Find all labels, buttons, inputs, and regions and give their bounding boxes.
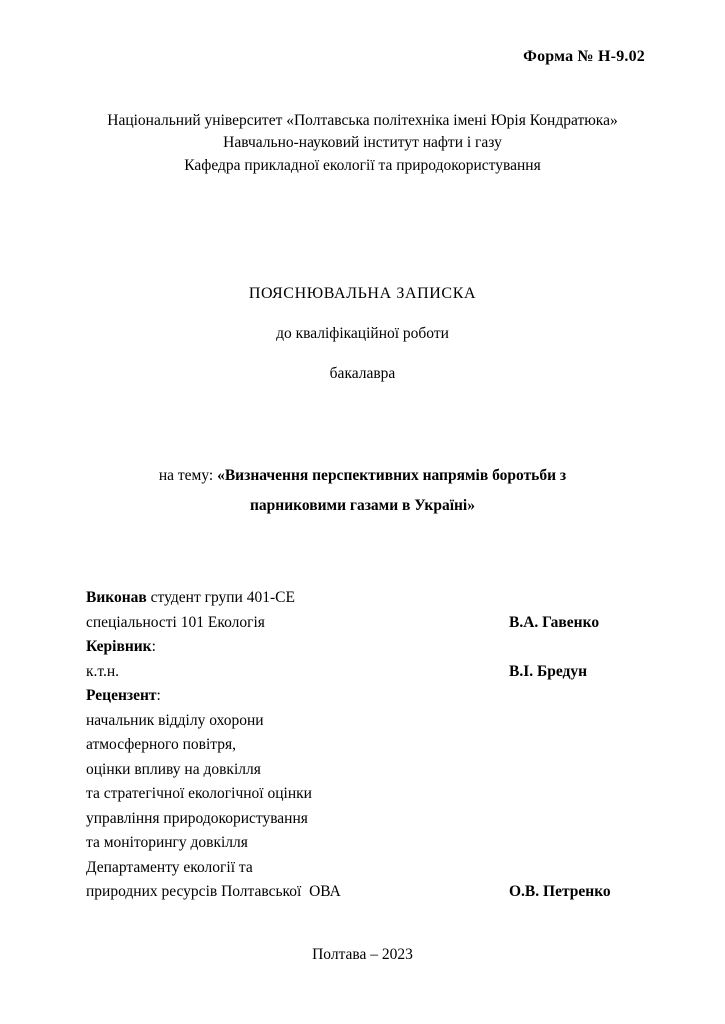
list-item: [86, 782, 659, 806]
list-item: [86, 856, 659, 880]
person-role-rest: атмосферного повітря,: [86, 736, 236, 754]
person-role-bold: Рецензент: [86, 687, 157, 705]
person-role-rest: та моніторингу довкілля: [86, 834, 248, 852]
person-name: В.А. Гавенко: [509, 613, 600, 631]
list-item: [86, 758, 659, 782]
person-role-bold: Виконав: [86, 589, 147, 607]
theme-text-line-1: «Визначення перспективних напрямів боротьби з: [217, 467, 567, 485]
list-item: [86, 733, 659, 757]
list-item: [86, 660, 659, 684]
person-role: [86, 611, 265, 635]
organization-line-department: Кафедра прикладної екології та природокористування: [184, 156, 541, 174]
theme-prefix: на тему:: [158, 467, 218, 485]
person-role: [86, 709, 264, 733]
document-title: ПОЯСНЮВАЛЬНА ЗАПИСКА: [248, 285, 477, 303]
person-role: [86, 586, 295, 610]
list-item: [86, 611, 659, 635]
person-role-rest: к.т.н.: [86, 662, 120, 680]
person-role: [86, 684, 161, 708]
list-item: [86, 880, 659, 904]
person-role: [86, 782, 312, 806]
list-item: [86, 586, 659, 610]
theme-block: [66, 461, 659, 520]
person-role: [86, 831, 248, 855]
person-role-rest: управління природокористування: [86, 809, 308, 827]
person-role: [86, 807, 308, 831]
person-role-rest: Департаменту екології та: [86, 858, 253, 876]
organization-block: [66, 110, 659, 177]
list-item: [86, 831, 659, 855]
person-role-rest: та стратегічної екологічної оцінки: [86, 785, 312, 803]
document-subtitle-work: до кваліфікаційної роботи: [276, 325, 449, 343]
person-role-rest: оцінки впливу на довкілля: [86, 760, 261, 778]
list-item: [86, 807, 659, 831]
person-name: В.І. Бредун: [509, 662, 588, 680]
list-item: [86, 709, 659, 733]
person-role-bold: Керівник: [86, 638, 152, 656]
list-item: [86, 684, 659, 708]
document-subtitle-degree: бакалавра: [329, 365, 396, 383]
footer-city-year: Полтава – 2023: [312, 946, 413, 963]
person-role-rest: спеціальності 101 Екологія: [86, 613, 265, 631]
theme-line-first: [66, 461, 659, 490]
theme-text-line-2: парниковими газами в Україні»: [250, 496, 475, 514]
person-role: [86, 733, 236, 757]
person-role-rest: студент групи 401-СЕ: [146, 589, 295, 607]
organization-line-institute: Навчально-науковий інститут нафти і газу: [223, 134, 502, 152]
person-name: О.В. Петренко: [509, 883, 611, 901]
person-role: [86, 660, 119, 684]
person-role-rest: начальник відділу охорони: [86, 711, 264, 729]
form-code: Форма № Н-9.02: [523, 48, 645, 65]
person-role-rest: природних ресурсів Полтавської ОВА: [86, 883, 341, 901]
person-role-rest: :: [156, 687, 161, 705]
organization-line-university: Національний університет «Полтавська політехніка імені Юрія Кондратюка»: [107, 112, 618, 129]
person-role: [86, 880, 341, 904]
person-role: [86, 758, 261, 782]
person-role: [86, 856, 253, 880]
person-role: [86, 635, 156, 659]
person-role-rest: :: [151, 638, 156, 656]
people-block: [66, 586, 659, 904]
list-item: [86, 635, 659, 659]
